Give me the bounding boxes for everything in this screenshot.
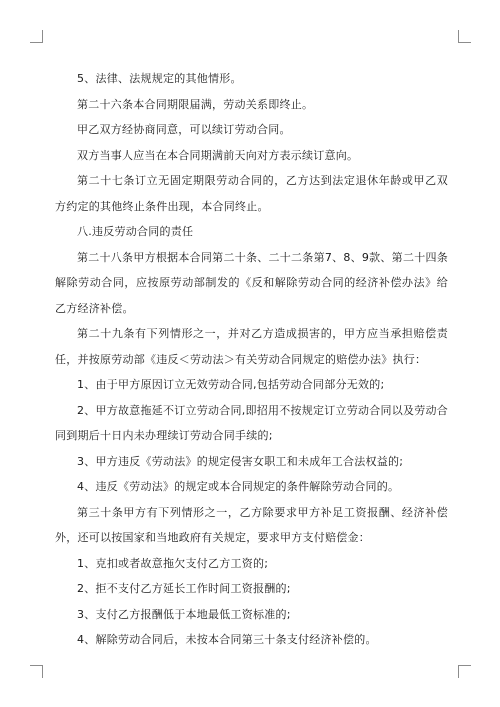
paragraph: 第二十九条有下列情形之一，并对乙方造成损害的，甲方应当承担赔偿责任，并按原劳动部《违反＜劳动法＞有关劳动合同规定的赔偿办法》执行： [55, 327, 448, 366]
paragraph: 第二十六条本合同期限届满，劳动关系即终止。 [77, 97, 314, 111]
section-heading: 八.违反劳动合同的责任 [77, 225, 194, 238]
crop-mark-bottom-right [458, 665, 471, 678]
list-item: 4、解除劳动合同后，未按本合同第三十条支付经济补偿的。 [77, 633, 377, 646]
list-item: 4、违反《劳动法》的规定或本合同规定的条件解除劳动合同的。 [77, 480, 400, 493]
paragraph: 第二十八条甲方根据本合同第二十条、二十二条第7、8、9款、第二十四条解除劳动合同，应按原劳动部制发的《反和解除劳动合同的经济补偿办法》给乙方经济补偿。 [55, 250, 448, 315]
list-item: 2、拒不支付乙方延长工作时间工资报酬的; [77, 582, 291, 595]
paragraph: 第三十条甲方有下列情形之一，乙方除要求甲方补足工资报酬、经济补偿外，还可以按国家和当地政府有关规定，要求甲方支付赔偿金： [55, 505, 448, 544]
list-item: 1、克扣或者故意拖欠支付乙方工资的; [77, 556, 269, 570]
list-item: 3、支付乙方报酬低于本地最低工资标准的; [77, 607, 291, 621]
paragraph: 第二十七条订立无固定期限劳动合同的，乙方达到法定退休年龄或甲乙双方约定的其他终止条件出现，本合同终止。 [55, 174, 448, 213]
paragraph: 双方当事人应当在本合同期满前天向对方表示续订意向。 [77, 148, 359, 162]
list-item: 1、由于甲方原因订立无效劳动合同,包括劳动合同部分无效的; [77, 378, 385, 391]
crop-mark-top-left [30, 30, 43, 43]
paragraph: 甲乙双方经协商同意，可以续订劳动合同。 [77, 123, 291, 136]
list-item: 2、甲方故意拖延不订立劳动合同,即招用不按规定订立劳动合同以及劳动合同到期后十日内未办理续订劳动合同手续的; [55, 403, 448, 442]
list-item: 3、甲方违反《劳动法》的规定侵害女职工和未成年工合法权益的; [77, 454, 404, 468]
paragraph: 5、法律、法规规定的其他情形。 [77, 72, 242, 85]
document-body [55, 66, 448, 653]
crop-mark-bottom-left [30, 665, 43, 678]
crop-mark-top-right [458, 30, 471, 43]
